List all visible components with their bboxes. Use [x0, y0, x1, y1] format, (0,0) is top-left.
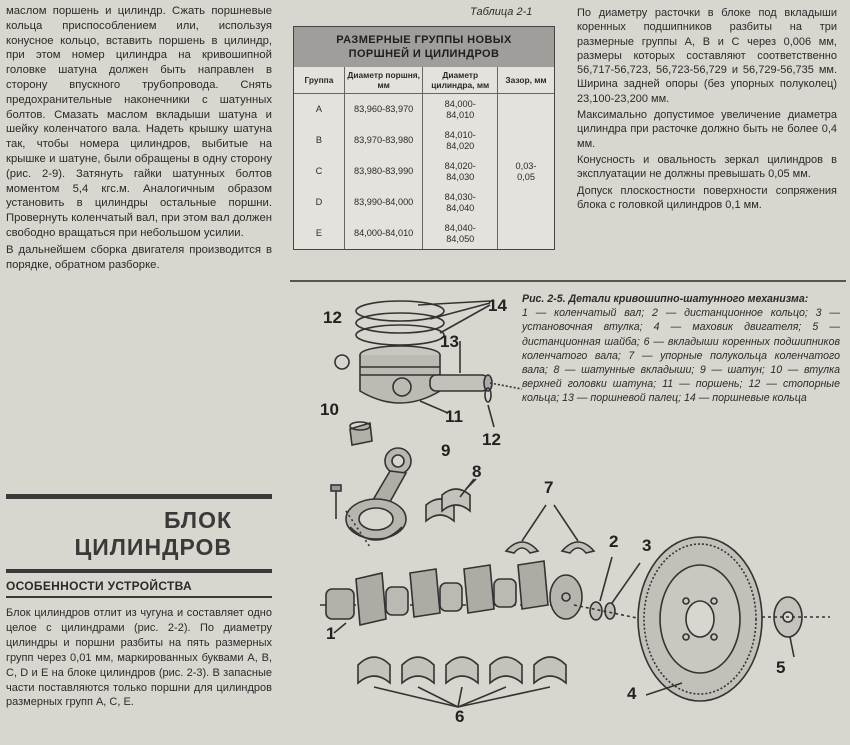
- left-text-column: [6, 4, 272, 274]
- leader-line: [420, 401, 448, 413]
- leader-line: [374, 687, 458, 707]
- section-heading-line1: БЛОК: [163, 507, 232, 533]
- header-piston: Диаметр поршня, мм: [344, 67, 423, 94]
- crankshaft-icon: [320, 561, 582, 625]
- callout-10: 10: [320, 400, 339, 419]
- leader-line: [418, 687, 458, 707]
- section-rule-low: [6, 596, 272, 598]
- header-group: Группа: [294, 67, 344, 94]
- leader-line: [488, 405, 494, 427]
- table-caption: Таблица 2-1: [470, 6, 533, 18]
- piston-ring-icon: [356, 325, 444, 345]
- cell-cylinder-to: 84,040: [446, 202, 475, 213]
- cell-cylinder-from: 84,010-: [444, 129, 476, 140]
- callout-6: 6: [455, 707, 465, 726]
- assembly-paragraph: маслом поршень и цилиндр. Сжать поршневые кольца приспособлением или, используя конусное кольцо, вставить поршень в цилиндр, при этом номер цилиндра на кривошипной головке шатуна должен быть направлен в сторону впускного трубопровода. Снять предохранительные наконечники с шатунных болтов. Смазать маслом вкладыши шатуна и шейку коленчатого вала. Надеть крышку шатуна так, чтобы номера цилиндров, выбитые на крышке и шатуне, были обращены в одну сторону (рис. 2-9). Затянуть гайки шатунных болтов моментом 5,4 кгс.м. Аналогичным образом установить в цилиндры остальные поршни. Провернуть коленчатый вал, при этом вал должен свободно вращаться при небольшом усилии.: [6, 5, 272, 239]
- piston-pin-icon: [430, 375, 492, 391]
- assembly-final-paragraph: В дальнейшем сборка двигателя производится в порядке, обратном разборке.: [6, 243, 272, 271]
- cell-piston: 83,990-84,000: [344, 187, 423, 218]
- cell-group: B: [315, 135, 322, 145]
- cell-piston: 83,980-83,990: [344, 156, 423, 187]
- boring-limit-paragraph: Максимально допустимое увеличение диаметра цилиндра при расточке должно быть не более 0,4 мм.: [577, 109, 837, 150]
- table-row: [294, 94, 554, 126]
- cell-cylinder-to: 84,050: [446, 233, 475, 244]
- cell-piston: 83,960-83,970: [344, 94, 423, 126]
- clearance-from: 0,03-: [515, 160, 537, 171]
- cell-cylinder-from: 84,040-: [444, 222, 476, 233]
- cell-cylinder: [423, 187, 498, 218]
- clearance-to: 0,05: [517, 171, 535, 182]
- cell-cylinder-to: 84,030: [446, 171, 475, 182]
- callout-5: 5: [776, 658, 786, 677]
- cell-cylinder-to: 84,020: [446, 140, 475, 151]
- table-title: [294, 27, 554, 67]
- leader-line: [600, 557, 612, 601]
- section-subheading: ОСОБЕННОСТИ УСТРОЙСТВА: [6, 579, 192, 593]
- figure-caption: [522, 292, 840, 406]
- flatness-paragraph: Допуск плоскостности поверхности сопряжения блока с головкой цилиндров 0,1 мм.: [577, 184, 837, 211]
- leader-line: [334, 623, 346, 633]
- table-title-line2: ПОРШНЕЙ И ЦИЛИНДРОВ: [348, 48, 500, 60]
- table-grid: [294, 67, 554, 249]
- connecting-rod-icon: [346, 448, 411, 540]
- main-bearing-icon: [358, 657, 566, 683]
- cell-cylinder: [423, 125, 498, 156]
- callout-9: 9: [441, 441, 451, 460]
- callout-4: 4: [627, 684, 637, 703]
- piston-ring-icon: [356, 313, 444, 333]
- bearing-groups-paragraph: По диаметру расточки в блоке под вкладыши коренных подшипников разбиты на три размерные группы A, B и C через 0,006 мм, размеры которых составляют соответственно 56,717-56,723, 56,723-56,729 и 56,729-56,735 мм. Ширина задней опоры (без упорных полуколец) 23,100-23,200 мм.: [577, 7, 837, 105]
- cell-cylinder: [423, 156, 498, 187]
- leader-line: [554, 505, 578, 541]
- leader-line: [612, 563, 640, 603]
- header-clearance: Зазор, мм: [498, 67, 554, 94]
- cell-group: E: [315, 228, 322, 238]
- table-title-line1: РАЗМЕРНЫЕ ГРУППЫ НОВЫХ: [336, 34, 512, 46]
- cell-piston: 83,970-83,980: [344, 125, 423, 156]
- right-text-column: [577, 6, 837, 214]
- callout-3: 3: [642, 536, 652, 555]
- callout-11: 11: [445, 407, 463, 426]
- section-heading: [6, 499, 272, 565]
- cell-cylinder-from: 84,030-: [444, 191, 476, 202]
- callout-8: 8: [472, 462, 482, 481]
- leader-line: [430, 303, 490, 319]
- cell-group: D: [315, 197, 323, 207]
- cell-cylinder-from: 84,000-: [444, 98, 476, 109]
- bushing-icon: [350, 422, 372, 445]
- cell-group: C: [315, 166, 323, 176]
- locating-sleeve-icon: [605, 603, 615, 619]
- circlip-icon: [335, 355, 349, 369]
- leader-line: [458, 687, 550, 707]
- section-body-text: Блок цилиндров отлит из чугуна и составляет одно целое с цилиндрами (рис. 2-2). По диаметру цилиндры и поршни разбиты на пять размерных групп через 0,01 мм, маркированных буквами A, B, C, D и E на блоке цилиндров (рис. 2-3). В запасные части поставляются только поршни для цилиндров размерных групп A, C, E.: [6, 607, 272, 709]
- thrust-washer-icon: [506, 542, 594, 553]
- cell-group: A: [315, 104, 322, 114]
- bolt-head-icon: [331, 485, 341, 491]
- figure-caption-title: Рис. 2-5. Детали кривошипно-шатунного механизма:: [522, 293, 809, 305]
- table-header-row: [294, 67, 554, 94]
- taper-ovality-paragraph: Конусность и овальность зеркал цилиндров в эксплуатации не должны превышать 0,05 мм.: [577, 153, 837, 181]
- callout-1: 1: [326, 624, 336, 643]
- cell-cylinder-from: 84,020-: [444, 160, 476, 171]
- callout-13: 13: [440, 332, 459, 351]
- cell-clearance: [498, 94, 554, 250]
- size-groups-table: [293, 26, 555, 250]
- callout-2: 2: [609, 532, 619, 551]
- callout-12-right: 12: [482, 430, 501, 449]
- header-cylinder: Диаметр цилиндра, мм: [423, 67, 498, 94]
- cell-cylinder: [423, 218, 498, 249]
- section-banner: [6, 494, 272, 598]
- callout-14: 14: [488, 296, 507, 315]
- cell-piston: 84,000-84,010: [344, 218, 423, 249]
- leader-line: [790, 637, 794, 657]
- axis-line: [490, 383, 522, 389]
- flywheel-icon: [638, 537, 762, 701]
- leader-line: [458, 687, 506, 707]
- callout-12-left: 12: [323, 308, 342, 327]
- leader-line: [458, 687, 462, 707]
- cell-cylinder-to: 84,010: [446, 109, 475, 120]
- cell-cylinder: [423, 94, 498, 126]
- callout-7: 7: [544, 478, 554, 497]
- leader-line: [522, 505, 546, 541]
- figure-caption-body: 1 — коленчатый вал; 2 — дистанционное кольцо; 3 — установочная втулка; 4 — маховик двигателя; 5 — дистанционная шайба; 6 — вкладыши коренных подшипников коленчатого вала; 7 — упорные полукольца коленчатого вала; 8 — шатунные вкладыши; 9 — шатун; 10 — втулка верхней головки шатуна; 11 — поршень; 12 — стопорные кольца; 13 — поршневой палец; 14 — поршневые кольца: [522, 307, 840, 405]
- section-heading-line2: ЦИЛИНДРОВ: [74, 534, 232, 560]
- piston-icon: [360, 346, 440, 403]
